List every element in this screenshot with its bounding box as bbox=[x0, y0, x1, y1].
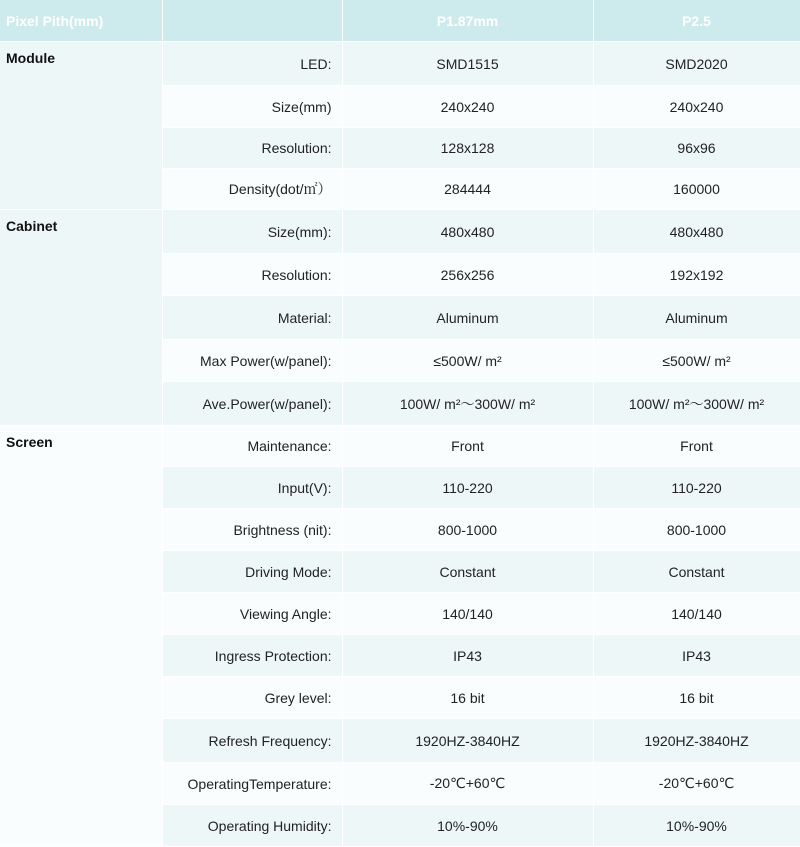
value-model-2: 800-1000 bbox=[593, 509, 800, 551]
value-model-1: IP43 bbox=[342, 635, 593, 677]
value-model-2: SMD2020 bbox=[593, 42, 800, 86]
value-model-2: 192x192 bbox=[593, 254, 800, 296]
table-body bbox=[0, 42, 800, 847]
value-model-1: SMD1515 bbox=[342, 42, 593, 86]
param-label: Max Power(w/panel): bbox=[162, 340, 342, 382]
header-model-1: P1.87mm bbox=[342, 0, 593, 42]
header-pixel-pitch: Pixel Pith(mm) bbox=[0, 0, 162, 42]
param-label: Ave.Power(w/panel): bbox=[162, 382, 342, 426]
table-row bbox=[0, 42, 800, 86]
param-label: LED: bbox=[162, 42, 342, 86]
value-model-2: Front bbox=[593, 426, 800, 467]
value-model-2: Aluminum bbox=[593, 296, 800, 340]
param-label: Refresh Frequency: bbox=[162, 719, 342, 763]
value-model-2: Constant bbox=[593, 551, 800, 593]
header-row bbox=[0, 0, 800, 42]
value-model-2: ≤500W/ m² bbox=[593, 340, 800, 382]
value-model-2: 100W/ m²～300W/ m² bbox=[593, 382, 800, 426]
value-model-2: 110-220 bbox=[593, 467, 800, 509]
value-model-1: Constant bbox=[342, 551, 593, 593]
value-model-2: IP43 bbox=[593, 635, 800, 677]
param-label: Material: bbox=[162, 296, 342, 340]
value-model-1: 284444 bbox=[342, 169, 593, 210]
value-model-1: ≤500W/ m² bbox=[342, 340, 593, 382]
param-label: Size(mm): bbox=[162, 210, 342, 254]
param-label: Operating Humidity: bbox=[162, 805, 342, 847]
param-label: Brightness (nit): bbox=[162, 509, 342, 551]
param-label: Grey level: bbox=[162, 677, 342, 719]
group-label: Screen bbox=[0, 426, 162, 847]
param-label: Density(dot/㎡） bbox=[162, 169, 342, 210]
value-model-1: 800-1000 bbox=[342, 509, 593, 551]
value-model-1: Front bbox=[342, 426, 593, 467]
header-model-2: P2.5 bbox=[593, 0, 800, 42]
value-model-1: 240x240 bbox=[342, 86, 593, 128]
param-label: Viewing Angle: bbox=[162, 593, 342, 635]
value-model-1: 16 bit bbox=[342, 677, 593, 719]
value-model-1: 10%-90% bbox=[342, 805, 593, 847]
value-model-1: 110-220 bbox=[342, 467, 593, 509]
param-label: Maintenance: bbox=[162, 426, 342, 467]
table-row bbox=[0, 426, 800, 467]
value-model-2: 480x480 bbox=[593, 210, 800, 254]
value-model-2: 96x96 bbox=[593, 128, 800, 169]
value-model-1: 480x480 bbox=[342, 210, 593, 254]
param-label: Resolution: bbox=[162, 254, 342, 296]
value-model-1: -20℃+60℃ bbox=[342, 763, 593, 805]
value-model-1: Aluminum bbox=[342, 296, 593, 340]
param-label: Ingress Protection: bbox=[162, 635, 342, 677]
value-model-2: -20℃+60℃ bbox=[593, 763, 800, 805]
value-model-2: 240x240 bbox=[593, 86, 800, 128]
value-model-1: 140/140 bbox=[342, 593, 593, 635]
value-model-2: 16 bit bbox=[593, 677, 800, 719]
value-model-2: 140/140 bbox=[593, 593, 800, 635]
value-model-1: 128x128 bbox=[342, 128, 593, 169]
param-label: Driving Mode: bbox=[162, 551, 342, 593]
group-label: Cabinet bbox=[0, 210, 162, 426]
value-model-2: 160000 bbox=[593, 169, 800, 210]
param-label: Resolution: bbox=[162, 128, 342, 169]
value-model-1: 100W/ m²～300W/ m² bbox=[342, 382, 593, 426]
value-model-2: 1920HZ-3840HZ bbox=[593, 719, 800, 763]
header-blank bbox=[162, 0, 342, 42]
value-model-1: 1920HZ-3840HZ bbox=[342, 719, 593, 763]
param-label: OperatingTemperature: bbox=[162, 763, 342, 805]
table-header bbox=[0, 0, 800, 42]
param-label: Input(V): bbox=[162, 467, 342, 509]
group-label: Module bbox=[0, 42, 162, 210]
param-label: Size(mm) bbox=[162, 86, 342, 128]
table-row bbox=[0, 210, 800, 254]
value-model-2: 10%-90% bbox=[593, 805, 800, 847]
value-model-1: 256x256 bbox=[342, 254, 593, 296]
